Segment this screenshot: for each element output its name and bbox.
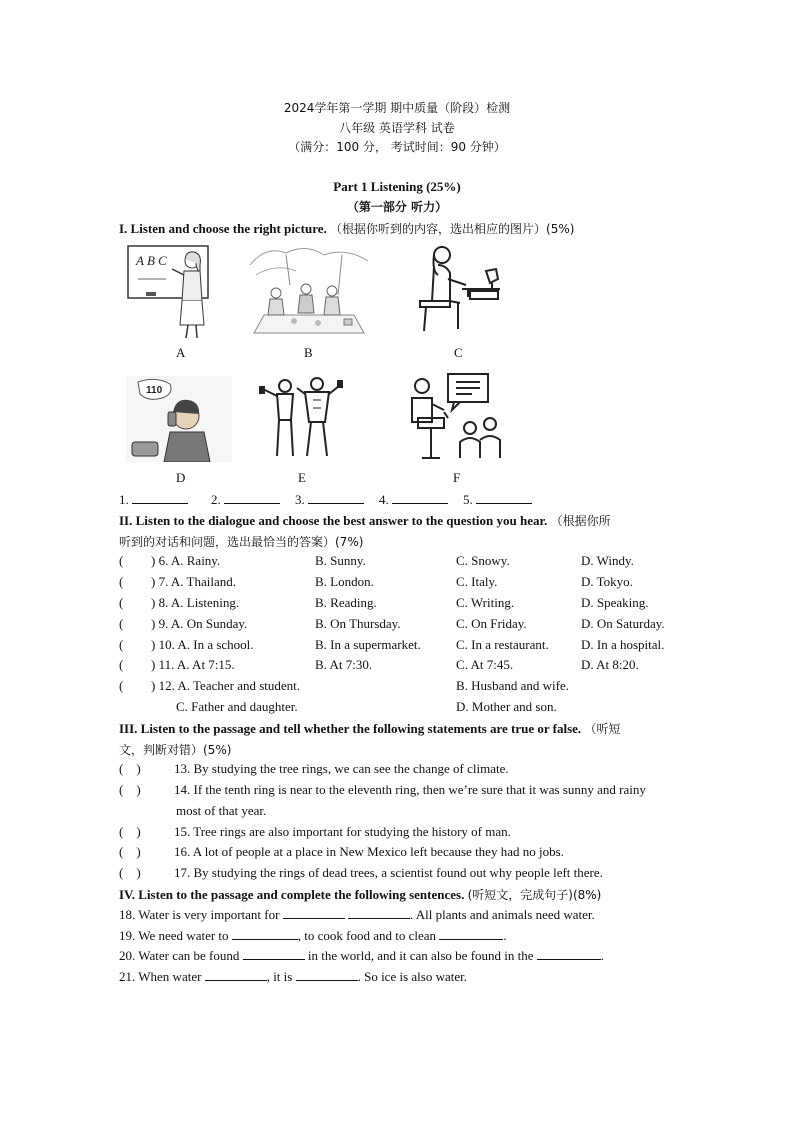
picture-label-d: D xyxy=(176,470,186,485)
answer-3 xyxy=(295,492,364,508)
part-subtitle: （第一部分 听力） xyxy=(346,200,448,214)
picture-d xyxy=(126,376,232,462)
section3-title-cn: （听短 xyxy=(584,722,621,736)
section3-title-cn-line2: 文，判断对错）(5%) xyxy=(119,743,232,757)
q11-paren[interactable]: ( xyxy=(119,657,124,672)
q6-option-c: C. Snowy. xyxy=(456,553,510,568)
q16-paren[interactable]: ( ) xyxy=(119,844,141,859)
section2-title-cn: （根据你所 xyxy=(550,514,611,528)
q7-option-d: D. Tokyo. xyxy=(581,574,633,589)
picture-label-b: B xyxy=(304,345,313,360)
q11-option-b: B. At 7:30. xyxy=(315,657,373,672)
picture-label-a: A xyxy=(176,345,186,360)
section2-heading xyxy=(119,512,611,529)
q9-option-a: ) 9. A. On Sunday. xyxy=(151,616,248,631)
q18-text-b: . All plants and animals need water. xyxy=(409,907,595,922)
section1-title: I. Listen and choose the right picture. xyxy=(119,221,327,236)
q7-option-c: C. Italy. xyxy=(456,574,498,589)
q12-option-d: D. Mother and son. xyxy=(456,699,557,714)
q12-option-a: ) 12. A. Teacher and student. xyxy=(151,678,301,693)
q19-sentence xyxy=(119,928,507,944)
answer-1-num: 1. xyxy=(119,492,129,507)
picture-label-e: E xyxy=(298,470,306,485)
section4-title-cn: (听短文，完成句子)(8%) xyxy=(467,888,602,902)
q11-option-d: D. At 8:20. xyxy=(581,657,639,672)
answer-2-num: 2. xyxy=(211,492,221,507)
q8-option-d: D. Speaking. xyxy=(581,595,649,610)
picture-c xyxy=(412,243,504,335)
answer-4-blank[interactable] xyxy=(392,492,448,504)
q6-option-d: D. Windy. xyxy=(581,553,634,568)
q11-option-a: ) 11. A. At 7:15. xyxy=(151,657,235,672)
exercise-icon xyxy=(255,376,347,460)
section3-heading xyxy=(119,720,620,737)
picture-f xyxy=(408,372,504,462)
q20-text-c: . xyxy=(600,948,605,963)
q19-blank-1[interactable] xyxy=(232,928,298,940)
q17-statement: 17. By studying the rings of dead trees, a scientist found out why people left there. xyxy=(174,865,603,880)
answer-5-num: 5. xyxy=(463,492,473,507)
q19-text-b: , to cook food and to clean xyxy=(297,928,437,943)
picture-a xyxy=(126,243,218,341)
section2-title: II. Listen to the dialogue and choose the best answer to the question you hear. xyxy=(119,513,548,528)
q8-option-b: B. Reading. xyxy=(315,595,377,610)
q9-paren[interactable]: ( xyxy=(119,616,124,631)
q20-blank-2[interactable] xyxy=(537,948,601,960)
answer-4-num: 4. xyxy=(379,492,389,507)
q7-option-b: B. London. xyxy=(315,574,374,589)
section3-title: III. Listen to the passage and tell whether the following statements are true or false. xyxy=(119,721,582,736)
q21-blank-1[interactable] xyxy=(205,969,267,981)
q19-text-a: 19. We need water to xyxy=(119,928,229,943)
presentation-icon xyxy=(408,372,504,462)
q6-option-a: ) 6. A. Rainy. xyxy=(151,553,221,568)
exam-subtitle: 八年级 英语学科 试卷 xyxy=(339,121,455,135)
q17-paren[interactable]: ( ) xyxy=(119,865,141,880)
q10-option-a: ) 10. A. In a school. xyxy=(151,637,254,652)
section1-heading xyxy=(119,220,574,237)
answer-1 xyxy=(119,492,188,508)
q16-statement: 16. A lot of people at a place in New Mexico left because they had no jobs. xyxy=(174,844,564,859)
answer-2 xyxy=(211,492,280,508)
q13-paren[interactable]: ( ) xyxy=(119,761,141,776)
q9-option-d: D. On Saturday. xyxy=(581,616,665,631)
q15-statement: 15. Tree rings are also important for studying the history of man. xyxy=(174,824,511,839)
q21-text-c: . So ice is also water. xyxy=(357,969,467,984)
board-text: A B C xyxy=(136,253,167,268)
q20-blank-1[interactable] xyxy=(243,948,305,960)
q9-option-b: B. On Thursday. xyxy=(315,616,401,631)
picture-label-f: F xyxy=(453,470,461,485)
q10-paren[interactable]: ( xyxy=(119,637,124,652)
q14-statement: 14. If the tenth ring is near to the eleventh ring, then we’re sure that it was sunny and rainy xyxy=(174,782,646,797)
picnic-icon xyxy=(246,245,374,337)
q8-paren[interactable]: ( xyxy=(119,595,124,610)
exam-info: （满分：100 分， 考试时间：90 分钟） xyxy=(288,140,506,154)
answer-2-blank[interactable] xyxy=(224,492,280,504)
answer-5 xyxy=(463,492,532,508)
section2-title-cn-line2: 听到的对话和问题，选出最恰当的答案）(7%) xyxy=(119,535,364,549)
answer-5-blank[interactable] xyxy=(476,492,532,504)
q21-sentence xyxy=(119,969,467,985)
picture-e xyxy=(255,376,347,460)
section1-title-cn: （根据你听到的内容，选出相应的图片）(5%) xyxy=(330,222,575,236)
q18-text-a: 18. Water is very important for xyxy=(119,907,280,922)
q21-text-a: 21. When water xyxy=(119,969,202,984)
q15-paren[interactable]: ( ) xyxy=(119,824,141,839)
q21-text-b: , it is xyxy=(266,969,293,984)
q19-text-c: . xyxy=(503,928,507,943)
part-title: Part 1 Listening (25%) xyxy=(333,179,461,194)
q10-option-c: C. In a restaurant. xyxy=(456,637,549,652)
q9-option-c: C. On Friday. xyxy=(456,616,527,631)
q11-option-c: C. At 7:45. xyxy=(456,657,514,672)
answer-4 xyxy=(379,492,448,508)
section4-heading xyxy=(119,886,601,903)
q8-option-c: C. Writing. xyxy=(456,595,515,610)
q14-paren[interactable]: ( ) xyxy=(119,782,141,797)
q13-statement: 13. By studying the tree rings, we can see the change of climate. xyxy=(174,761,509,776)
q12-paren[interactable]: ( xyxy=(119,678,124,693)
q7-option-a: ) 7. A. Thailand. xyxy=(151,574,236,589)
q18-blank-2[interactable] xyxy=(348,907,410,919)
picture-label-c: C xyxy=(454,345,463,360)
q20-sentence xyxy=(119,948,604,964)
answer-3-num: 3. xyxy=(295,492,305,507)
q18-blank-1[interactable] xyxy=(283,907,345,919)
q19-blank-2[interactable] xyxy=(439,928,503,940)
q14-statement-cont: most of that year. xyxy=(176,803,267,818)
section4-title: IV. Listen to the passage and complete the following sentences. xyxy=(119,887,465,902)
q7-paren[interactable]: ( xyxy=(119,574,124,589)
q10-option-d: D. In a hospital. xyxy=(581,637,665,652)
q20-text-b: in the world, and it can also be found in the xyxy=(307,948,534,963)
q21-blank-2[interactable] xyxy=(296,969,358,981)
picture-b xyxy=(246,245,374,337)
q18-sentence xyxy=(119,907,595,923)
phone-number-text: 110 xyxy=(146,385,163,396)
q8-option-a: ) 8. A. Listening. xyxy=(151,595,240,610)
q10-option-b: B. In a supermarket. xyxy=(315,637,421,652)
desk-worker-icon xyxy=(412,243,504,335)
answer-1-blank[interactable] xyxy=(132,492,188,504)
emergency-call-icon xyxy=(126,376,232,462)
q12-option-c: C. Father and daughter. xyxy=(176,699,298,714)
q6-option-b: B. Sunny. xyxy=(315,553,366,568)
answer-3-blank[interactable] xyxy=(308,492,364,504)
exam-title: 2024学年第一学期 期中质量（阶段）检测 xyxy=(283,101,511,115)
q12-option-b: B. Husband and wife. xyxy=(456,678,570,693)
q6-paren[interactable]: ( xyxy=(119,553,124,568)
teacher-board-icon xyxy=(126,243,218,341)
q20-text-a: 20. Water can be found xyxy=(119,948,240,963)
